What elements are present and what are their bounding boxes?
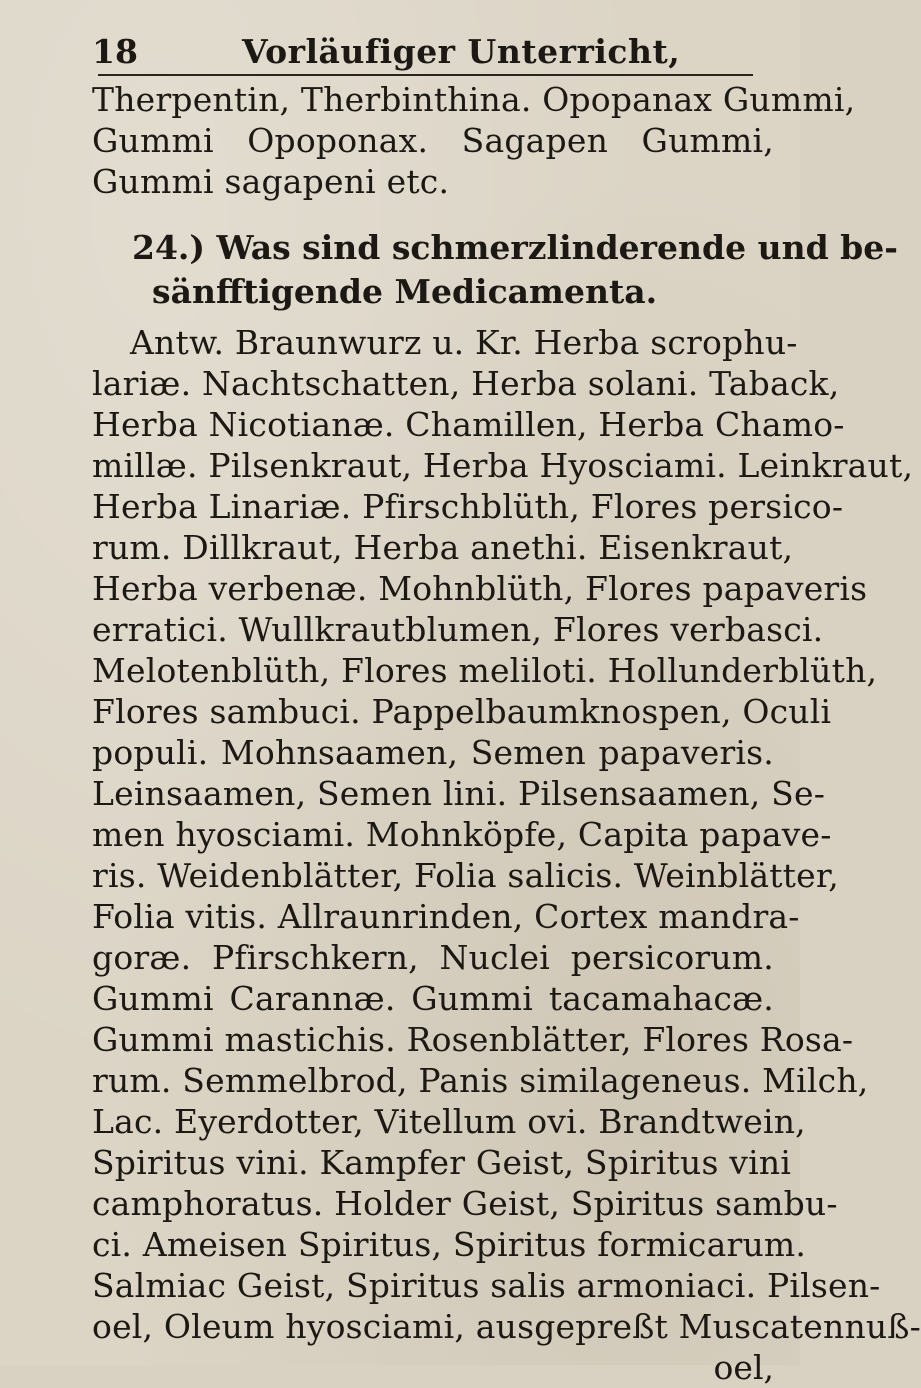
text-line: erratici. Wullkrautblumen, Flores verbasci.: [92, 610, 824, 649]
text-line: rum. Semmelbrod, Panis similageneus. Milch,: [92, 1061, 869, 1100]
text-line: millæ. Pilsenkraut, Herba Hyosciami. Leinkraut,: [92, 446, 914, 485]
answer-paragraph: [92, 322, 921, 1347]
text-line: populi. Mohnsaamen, Semen papaveris.: [92, 733, 774, 772]
text-line: Folia vitis. Allraunrinden, Cortex mandra-: [92, 897, 800, 936]
text-line: ris. Weidenblätter, Folia salicis. Weinblätter,: [92, 856, 839, 895]
catchword: oel,: [713, 1348, 774, 1387]
text-line: goræ. Pfirschkern, Nuclei persicorum.: [92, 938, 774, 977]
text-line: camphoratus. Holder Geist, Spiritus sambu-: [92, 1184, 838, 1223]
running-title: Vorläufiger Unterricht,: [242, 32, 681, 71]
text-line: Flores sambuci. Pappelbaumknospen, Oculi: [92, 692, 832, 731]
text-line: Gummi Opoponax. Sagapen Gummi,: [92, 121, 774, 160]
text-line: lariæ. Nachtschatten, Herba solani. Taback,: [92, 364, 840, 403]
header-rule: [98, 74, 753, 76]
text-line: Therpentin, Therbinthina. Opopanax Gummi,: [92, 80, 856, 119]
question-heading: [92, 226, 898, 314]
text-line: men hyosciami. Mohnköpfe, Capita papave-: [92, 815, 832, 854]
text-line: Spiritus vini. Kampfer Geist, Spiritus vini: [92, 1143, 792, 1182]
text-line: Gummi Carannæ. Gummi tacamahacæ.: [92, 979, 774, 1018]
text-line: Leinsaamen, Semen lini. Pilsensaamen, Se-: [92, 774, 826, 813]
page-number: 18: [92, 32, 138, 71]
intro-paragraph: [92, 79, 856, 202]
heading-line: sänfftigende Medicamenta.: [152, 272, 658, 311]
heading-line: 24.) Was sind schmerzlinderende und be-: [132, 228, 898, 267]
text-line: Gummi mastichis. Rosenblätter, Flores Rosa-: [92, 1020, 854, 1059]
text-line: Lac. Eyerdotter, Vitellum ovi. Brandtwein,: [92, 1102, 806, 1141]
text-line: Herba Nicotianæ. Chamillen, Herba Chamo-: [92, 405, 845, 444]
text-line: Salmiac Geist, Spiritus salis armoniaci. Pilsen-: [92, 1266, 881, 1305]
text-line: Melotenblüth, Flores meliloti. Hollunderblüth,: [92, 651, 878, 690]
text-line: Antw. Braunwurz u. Kr. Herba scrophu-: [130, 323, 798, 362]
text-line: ci. Ameisen Spiritus, Spiritus formicarum.: [92, 1225, 807, 1264]
text-line: Herba verbenæ. Mohnblüth, Flores papaveris: [92, 569, 868, 608]
running-head: [92, 30, 774, 74]
text-line: Herba Linariæ. Pfirschblüth, Flores persico-: [92, 487, 844, 526]
text-line: rum. Dillkraut, Herba anethi. Eisenkraut,: [92, 528, 794, 567]
text-line: Gummi sagapeni etc.: [92, 162, 450, 201]
text-line: oel, Oleum hyosciami, ausgepreßt Muscatennuß-: [92, 1307, 921, 1346]
